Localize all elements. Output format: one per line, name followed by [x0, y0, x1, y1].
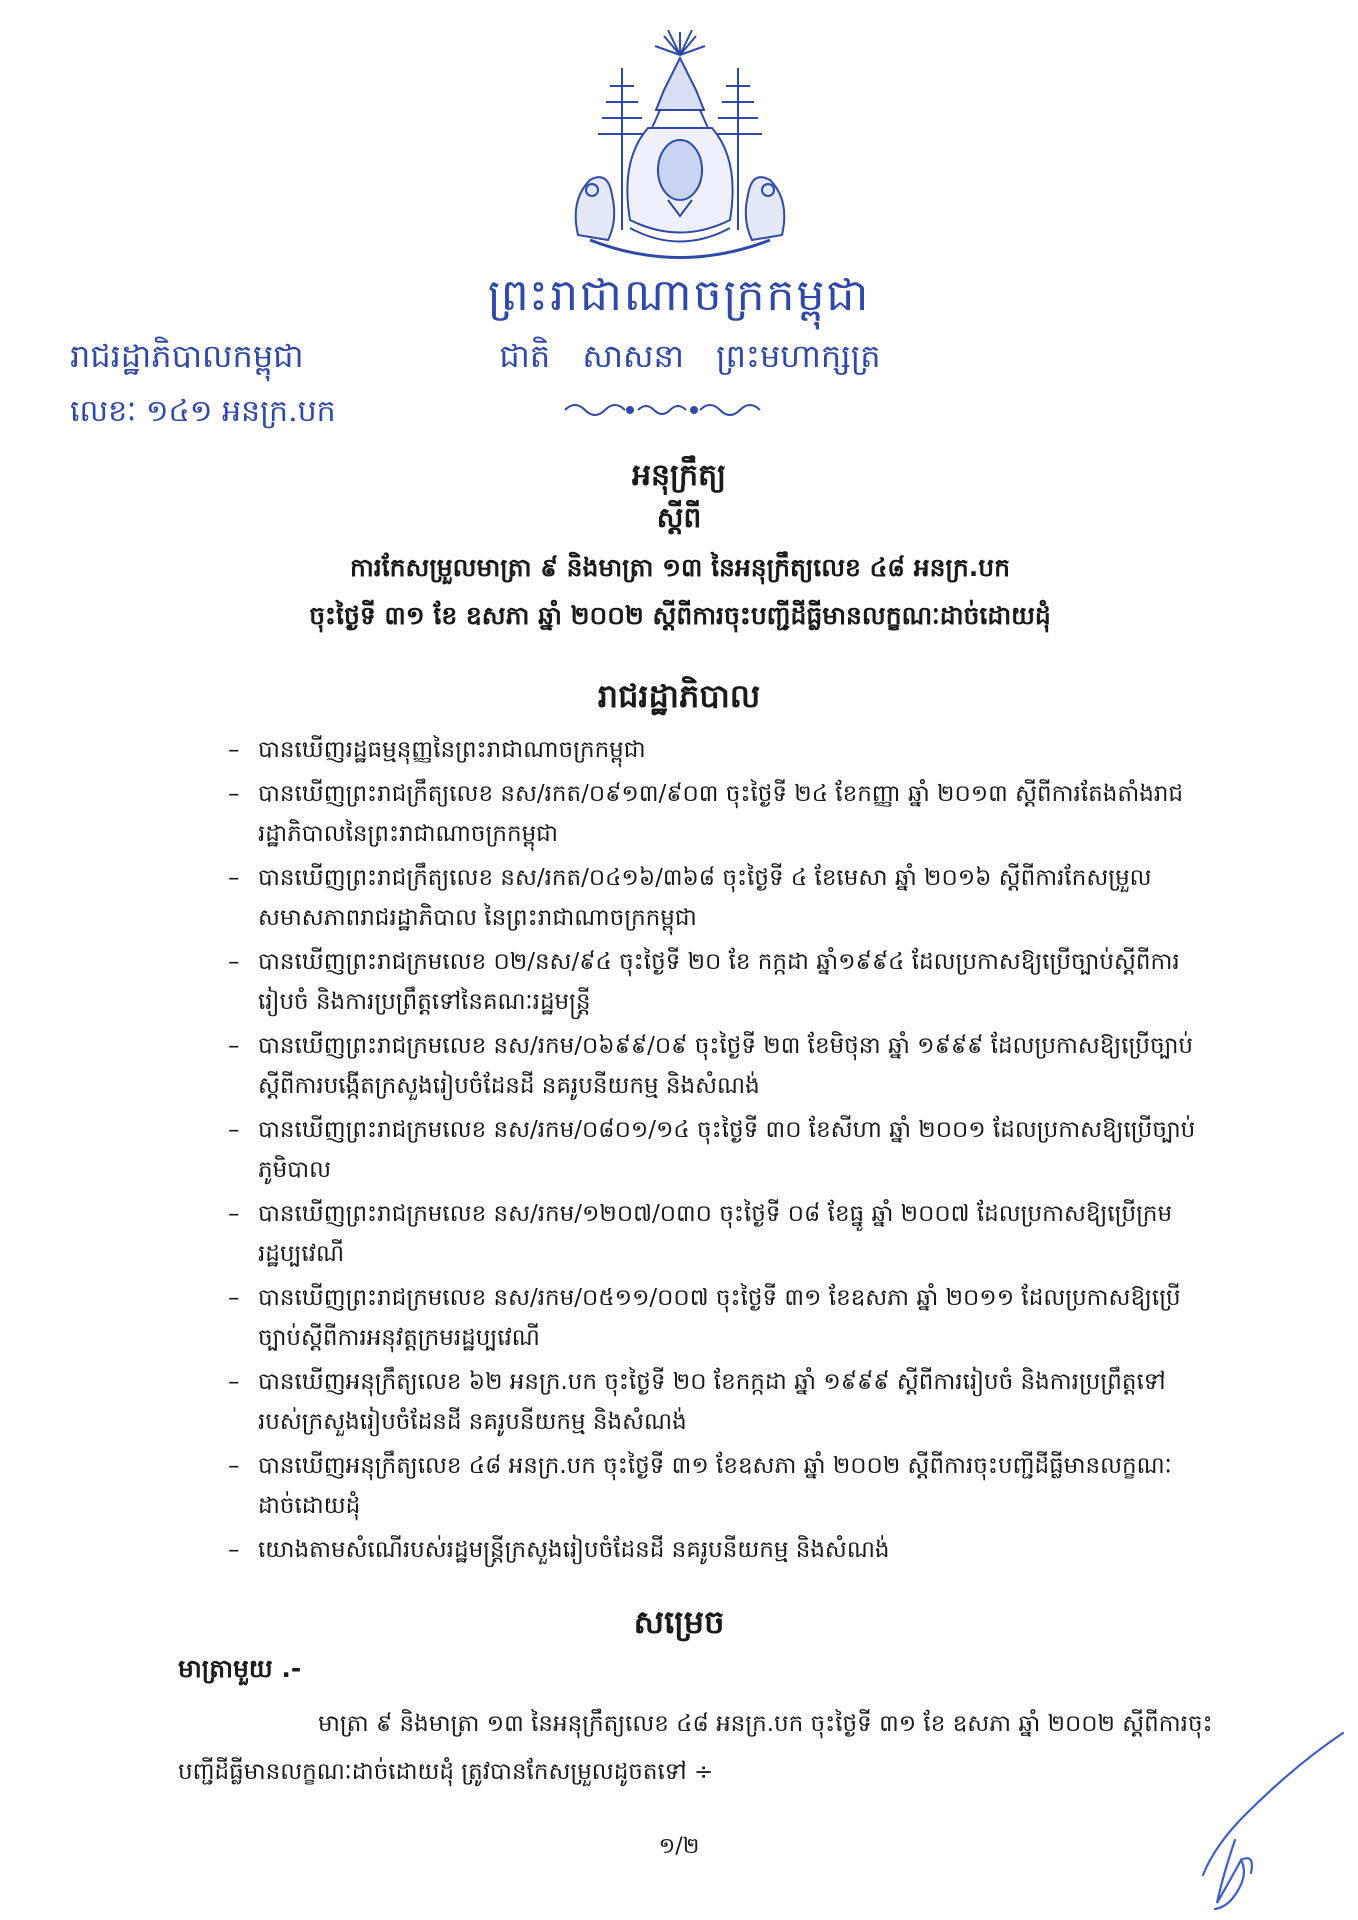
- subject-line: ការកែសម្រួលមាត្រា ៩ និងមាត្រា ១៣ នៃអនុក្រឹត្យលេខ ៤៨ អនក្រ.បក: [350, 553, 1010, 582]
- document-about: ស្តីពី: [656, 501, 702, 534]
- consideration-item: – បានឃើញអនុក្រឹត្យលេខ ៦២ អនក្រ.បក ចុះថ្ងៃទី ២០ ខែកក្កដា ឆ្នាំ ១៩៩៩ ស្តីពីការរៀបចំ និងការប្រព្រឹត្តទៅរបស់ក្រសួងរៀបចំដែនដី នគរូបនីយកម្ម និងសំណង់: [228, 1362, 1198, 1442]
- article-text: មាត្រា ៩ និងមាត្រា ១៣ នៃអនុក្រឹត្យលេខ ៤៨ អនក្រ.បក ចុះថ្ងៃទី ៣១ ខែ ឧសភា ឆ្នាំ ២០០២ ស្តីពីការចុះបញ្ជីដីធ្លីមានលក្ខណៈដាច់ដោយដុំ ត្រូវបានកែសម្រួលដូចតទៅ ÷: [178, 1711, 1213, 1785]
- article-title: មាត្រាមួយ .-: [178, 1654, 302, 1683]
- consideration-item: – បានឃើញអនុក្រឹត្យលេខ ៤៨ អនក្រ.បក ចុះថ្ងៃទី ៣១ ខែឧសភា ឆ្នាំ ២០០២ ស្តីពីការចុះបញ្ជីដីធ្លីមានលក្ខណៈដាច់ដោយដុំ: [228, 1446, 1198, 1526]
- consideration-item: – បានឃើញព្រះរាជក្រមលេខ នស/រកម/០៨០១/១៤ ចុះថ្ងៃទី ៣០ ខែសីហា ឆ្នាំ ២០០១ ដែលប្រកាសឱ្យប្រើច្បាប់ភូមិបាល: [228, 1110, 1198, 1190]
- consideration-item: – បានឃើញព្រះរាជក្រមលេខ នស/រកម/០៦៩៩/០៩ ចុះថ្ងៃទី ២៣ ខែមិថុនា ឆ្នាំ ១៩៩៩ ដែលប្រកាសឱ្យប្រើច្បាប់ស្តីពីការបង្កើតក្រសួងរៀបចំដែនដី នគរូបនីយកម្ម និងសំណង់: [228, 1026, 1198, 1106]
- national-motto: ជាតិ សាសនា ព្រះមហាក្សត្រ: [499, 337, 881, 375]
- document-subject: [150, 544, 1210, 640]
- consideration-item: – យោងតាមសំណើរបស់រដ្ឋមន្ត្រីក្រសួងរៀបចំដែនដី នគរូបនីយកម្ម និងសំណង់: [228, 1530, 1198, 1570]
- consideration-item: – បានឃើញព្រះរាជក្រមលេខ នស/រកម/១២០៧/០៣០ ចុះថ្ងៃទី ០៨ ខែធ្នូ ឆ្នាំ ២០០៧ ដែលប្រកាសឱ្យប្រើក្រមរដ្ឋប្បវេណី: [228, 1194, 1198, 1274]
- consideration-item: – បានឃើញព្រះរាជក្រឹត្យលេខ នស/រកត/០៤១៦/៣៦៨ ចុះថ្ងៃទី ៤ ខែមេសា ឆ្នាំ ២០១៦ ស្តីពីការកែសម្រួលសមាសភាពរាជរដ្ឋាភិបាល នៃព្រះរាជាណាចក្រកម្ពុជា: [228, 858, 1198, 938]
- issuer-heading: រាជរដ្ឋាភិបាល: [597, 677, 761, 715]
- royal-coat-of-arms-emblem: [560, 30, 800, 280]
- kingdom-name: ព្រះរាជាណាចក្រកម្ពុជា: [487, 270, 871, 321]
- decision-heading: សម្រេច: [633, 1603, 725, 1641]
- consideration-item: – បានឃើញព្រះរាជក្រមលេខ ០២/នស/៩៤ ចុះថ្ងៃទី ២០ ខែ កក្កដា ឆ្នាំ១៩៩៤ ដែលប្រកាសឱ្យប្រើច្បាប់ស្តីពីការរៀបចំ និងការប្រព្រឹត្តទៅនៃគណៈរដ្ឋមន្ត្រី: [228, 942, 1198, 1022]
- reference-number: លេខៈ ១៤១ អនក្រ.បក: [70, 394, 336, 429]
- government-name: រាជរដ្ឋាភិបាលកម្ពុជា: [70, 337, 304, 375]
- consideration-item: – បានឃើញព្រះរាជក្រឹត្យលេខ នស/រកត/០៩១៣/៩០៣ ចុះថ្ងៃទី ២៤ ខែកញ្ញា ឆ្នាំ ២០១៣ ស្តីពីការតែងតាំងរាជរដ្ឋាភិបាលនៃព្រះរាជាណាចក្រកម្ពុជា: [228, 774, 1198, 854]
- page-number: ១/២: [658, 1834, 700, 1859]
- document-type: អនុក្រឹត្យ: [631, 458, 727, 493]
- consideration-item: – បានឃើញព្រះរាជក្រមលេខ នស/រកម/០៥១១/០០៧ ចុះថ្ងៃទី ៣១ ខែឧសភា ឆ្នាំ ២០១១ ដែលប្រកាសឱ្យប្រើច្បាប់ស្តីពីការអនុវត្តក្រមរដ្ឋប្បវេណី: [228, 1278, 1198, 1358]
- handwritten-signature: [1175, 1725, 1355, 1915]
- considerations-list: [228, 730, 1198, 1574]
- consideration-item: – បានឃើញរដ្ឋធម្មនុញ្ញនៃព្រះរាជាណាចក្រកម្ពុជា: [228, 730, 1198, 770]
- subject-line: ចុះថ្ងៃទី ៣១ ខែ ឧសភា ឆ្នាំ ២០០២ ស្តីពីការចុះបញ្ជីដីធ្លីមានលក្ខណៈដាច់ដោយដុំ: [309, 601, 1051, 630]
- divider-ornament: [560, 398, 770, 422]
